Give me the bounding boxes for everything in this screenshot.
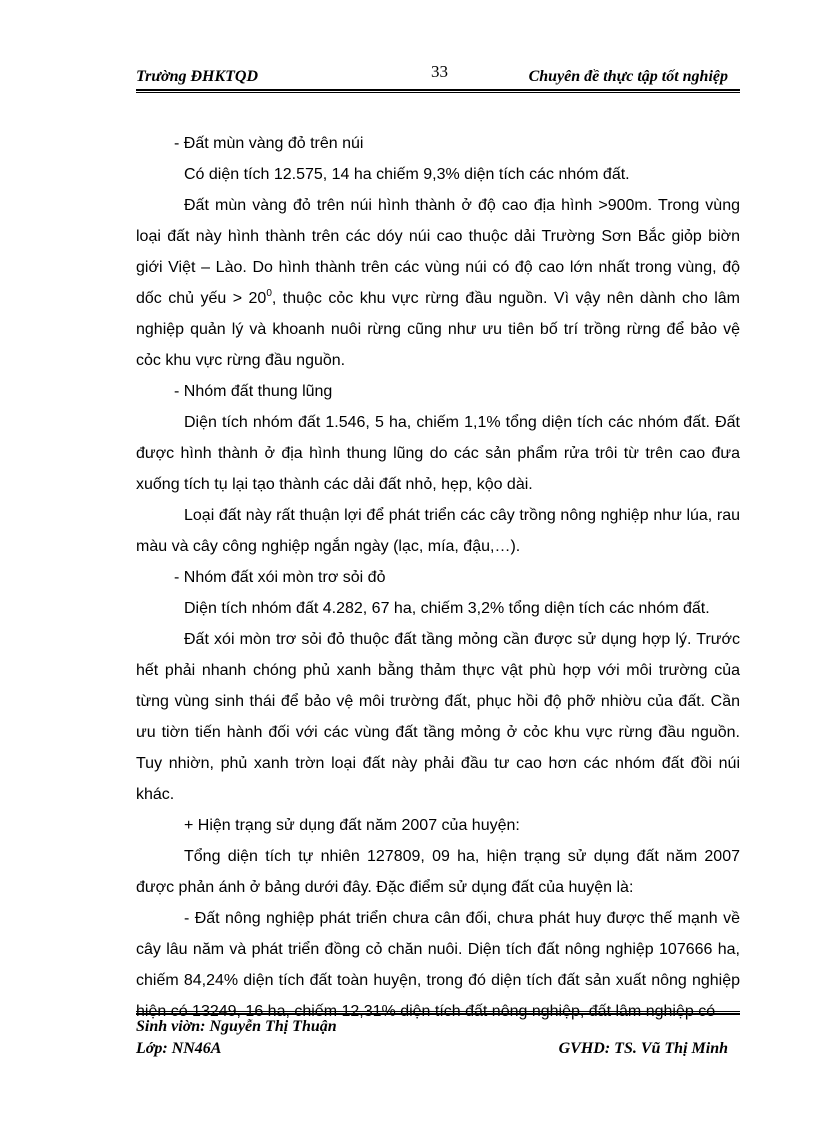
footer-student: Sinh viờn: Nguyễn Thị Thuận: [136, 1018, 337, 1035]
paragraph-eroded-description: Đất xói mòn trơ sỏi đỏ thuộc đất tầng mỏng cần được sử dụng hợp lý. Trước hết phải nhanh chóng phủ xanh bằng thảm thực vật phù hợp với môi trường của từng vùng sinh thái để bảo vệ môi trường đất, phục hồi độ phỡ nhiờu của đất. Cần ưu tiờn tiến hành đối với các vùng đất tầng mỏng ở cỏc khu vực rừng đầu nguồn. Tuy nhiờn, phủ xanh trờn loại đất này phải đầu tư cao hơn các nhóm đất đồi núi khác.: [136, 631, 740, 803]
paragraph-valley-area: Diện tích nhóm đất 1.546, 5 ha, chiếm 1,1% tổng diện tích các nhóm đất. Đất được hình thành ở địa hình thung lũng do các sản phẩm rửa trôi từ trên cao đưa xuống tích tụ lại tạo thành các dải đất nhỏ, hẹp, kộo dài.: [136, 414, 740, 493]
paragraph-valley-usage: Loại đất này rất thuận lợi để phát triển các cây trồng nông nghiệp như lúa, rau màu và cây công nghiệp ngắn ngày (lạc, mía, đậu,…).: [136, 507, 740, 555]
footer-advisor: GVHD: TS. Vũ Thị Minh: [558, 1040, 728, 1057]
heading-eroded-soil: - Nhóm đất xói mòn trơ sỏi đỏ: [174, 569, 386, 586]
body-text: [136, 128, 740, 1027]
page-number: 33: [431, 62, 448, 81]
header-university: Trường ĐHKTQD: [136, 68, 259, 85]
paragraph-area-humus: Có diện tích 12.575, 14 ha chiếm 9,3% diện tích các nhóm đất.: [184, 166, 630, 183]
footer-divider: [136, 1011, 740, 1015]
heading-yellow-red-humus-soil: - Đất mùn vàng đỏ trên núi: [174, 135, 364, 152]
paragraph-land-use-total: Tổng diện tích tự nhiên 127809, 09 ha, hiện trạng sử dụng đất năm 2007 được phản ánh ở bảng dưới đây. Đặc điểm sử dụng đất của huyện là:: [136, 848, 740, 896]
page-footer: [136, 1016, 740, 1060]
heading-valley-soil: - Nhóm đất thung lũng: [174, 383, 333, 400]
footer-class: Lớp: NN46A: [136, 1040, 222, 1057]
paragraph-agricultural-land: - Đất nông nghiệp phát triển chưa cân đối, chưa phát huy được thế mạnh về cây lâu năm và phát triển đồng cỏ chăn nuôi. Diện tích đất nông nghiệp 107666 ha, chiếm 84,24% diện tích đất toàn huyện, trong đó diện tích đất sản xuất nông nghiệp hiện có 13249, 16 ha, chiếm 12,31% diện tích đất nông nghiệp, đất lâm nghiệp có: [136, 910, 740, 1020]
header-document-title: Chuyên đề thực tập tốt nghiệp: [528, 68, 728, 85]
superscript-degree: 0: [266, 288, 272, 299]
header-divider: [136, 89, 740, 93]
page-header: [136, 62, 740, 92]
paragraph-eroded-area: Diện tích nhóm đất 4.282, 67 ha, chiếm 3,2% tổng diện tích các nhóm đất.: [184, 600, 710, 617]
heading-land-use-2007: + Hiện trạng sử dụng đất năm 2007 của huyện:: [184, 817, 520, 834]
paragraph-humus-description: Đất mùn vàng đỏ trên núi hình thành ở độ cao địa hình >900m. Trong vùng loại đất này hình thành trên các dóy núi cao thuộc dải Trường Sơn Bắc giỏp biờn giới Việt – Lào. Do hình thành trên các vùng núi có độ cao lớn nhất trong vùng, độ dốc chủ yếu > $20^0$, thuộc cỏc khu vực rừng đầu nguồn. Vì vậy nên dành cho lâm nghiệp quản lý và khoanh nuôi rừng cũng như ưu tiên bố trí trồng rừng để bảo vệ cỏc khu vực rừng đầu nguồn.: [136, 197, 740, 369]
